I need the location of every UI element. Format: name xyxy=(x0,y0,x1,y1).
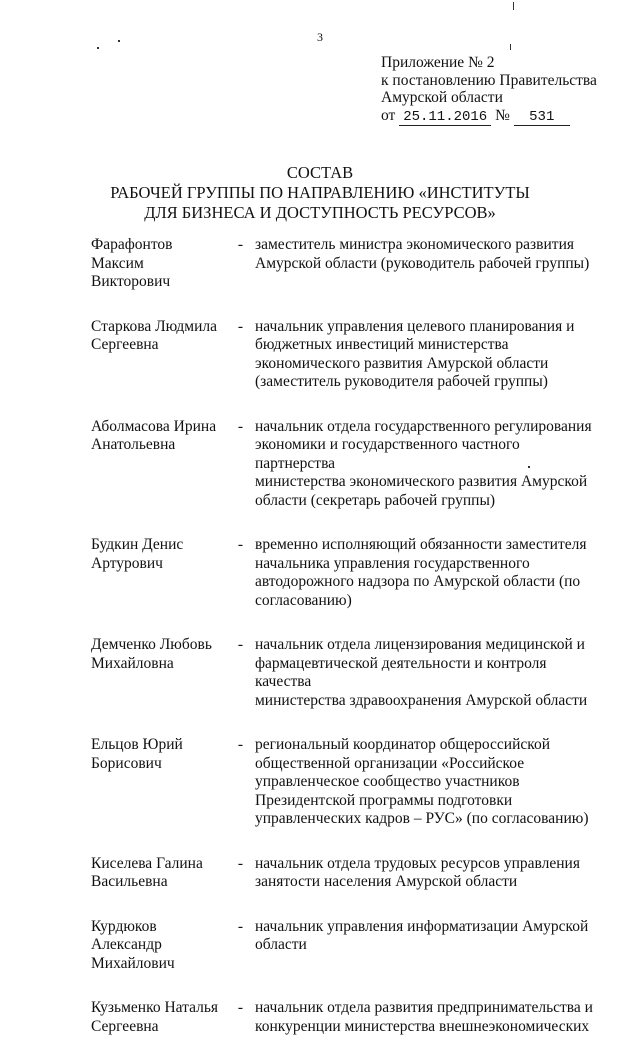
member-role-line: министерства экономического развития Амурской xyxy=(255,473,588,490)
member-row xyxy=(91,536,611,610)
title-line-2: РАБОЧЕЙ ГРУППЫ ПО НАПРАВЛЕНИЮ «ИНСТИТУТЫ xyxy=(110,183,530,202)
member-role xyxy=(255,418,600,511)
member-row xyxy=(91,918,611,974)
member-role-line: фармацевтической деятельности и контроля качества xyxy=(255,654,547,690)
member-name-line: Михайлович xyxy=(91,954,175,972)
member-role xyxy=(255,736,600,829)
scan-speck xyxy=(97,47,99,49)
member-role-line: (заместитель руководителя рабочей группы) xyxy=(255,373,548,390)
member-role xyxy=(255,236,600,292)
dash-separator: - xyxy=(237,536,244,553)
member-role-line: начальник отдела государственного регулирования xyxy=(255,417,592,435)
member-role-line: занятости населения Амурской области xyxy=(255,873,518,890)
member-role-line: конкуренции министерства внешнеэкономических xyxy=(255,1017,590,1035)
member-name-line: Анатольевна xyxy=(91,436,176,453)
dash-separator: - xyxy=(237,417,244,435)
member-role-line: начальник отдела трудовых ресурсов управления xyxy=(255,854,580,872)
decree-date: 25.11.2016 xyxy=(399,110,491,126)
appendix-date-line xyxy=(381,107,597,126)
member-name-line: Александр xyxy=(91,936,162,953)
member-name xyxy=(91,418,226,511)
member-role-line: заместитель министра экономического развития xyxy=(255,236,574,253)
dash-separator: - xyxy=(237,917,244,935)
member-role-line: министерства здравоохранения Амурской области xyxy=(255,691,588,709)
member-name xyxy=(91,855,226,892)
member-role xyxy=(255,636,600,710)
member-name-line: Курдюков xyxy=(91,917,157,935)
appendix-line-2: к постановлению Правительства xyxy=(381,71,597,89)
appendix-line-3: Амурской области xyxy=(381,89,503,106)
member-row xyxy=(91,418,611,511)
member-role xyxy=(255,855,600,892)
member-row xyxy=(91,855,611,892)
member-name-line: Борисович xyxy=(91,754,162,772)
member-role-line: управленческое сообщество участников xyxy=(255,773,520,790)
member-name-line: Кузьменко Наталья xyxy=(91,999,219,1016)
member-role-line: временно исполняющий обязанности заместителя xyxy=(255,536,587,553)
member-row xyxy=(91,736,611,829)
scan-speck xyxy=(513,2,514,10)
member-name-line: Демченко Любовь xyxy=(91,636,212,653)
member-role-line: области (секретарь рабочей группы) xyxy=(255,491,496,509)
member-role xyxy=(255,536,600,610)
member-role-line: начальник управления целевого планирования и xyxy=(255,317,575,335)
member-name xyxy=(91,318,226,392)
member-row xyxy=(91,636,611,710)
appendix-line-1: Приложение № 2 xyxy=(381,54,495,71)
decree-number: 531 xyxy=(514,110,570,126)
dash-separator: - xyxy=(237,636,244,653)
title-line-3: ДЛЯ БИЗНЕСА И ДОСТУПНОСТЬ РЕСУРСОВ» xyxy=(144,203,496,222)
member-role-line: согласованию) xyxy=(255,591,352,609)
page-number: 3 xyxy=(317,30,323,44)
member-name-line: Васильевна xyxy=(91,873,168,890)
scan-speck xyxy=(528,466,530,468)
title-line-1: СОСТАВ xyxy=(286,163,354,182)
member-name-line: Максим Викторович xyxy=(91,254,171,290)
dash-separator: - xyxy=(237,317,244,335)
member-name-line: Сергеевна xyxy=(91,1017,159,1035)
member-name-line: Сергеевна xyxy=(91,336,159,353)
scan-speck xyxy=(118,40,120,42)
member-name xyxy=(91,736,226,829)
member-name xyxy=(91,636,226,710)
member-role xyxy=(255,999,600,1036)
member-name xyxy=(91,918,226,974)
member-role-line: автодорожного надзора по Амурской области (по xyxy=(255,573,581,590)
member-name-line: Аболмасова Ирина xyxy=(91,417,217,435)
member-row xyxy=(91,999,611,1036)
member-name xyxy=(91,999,226,1036)
member-name-line: Будкин Денис xyxy=(91,536,184,553)
member-role-line: региональный координатор общероссийской xyxy=(255,736,551,753)
member-name-line: Фарафонтов xyxy=(91,236,173,253)
document-title xyxy=(0,163,640,223)
member-name-line: Старкова Людмила xyxy=(91,317,217,335)
member-role-line: начальник отдела лицензирования медицинской и xyxy=(255,636,585,653)
member-role-line: экономики и государственного частного партнерства xyxy=(255,436,520,472)
member-role xyxy=(255,318,600,392)
member-name-line: Киселева Галина xyxy=(91,854,203,872)
member-name-line: Михайловна xyxy=(91,654,174,672)
dash-separator: - xyxy=(237,854,244,872)
scan-speck xyxy=(510,44,511,50)
member-role-line: начальника управления государственного xyxy=(255,554,530,572)
dash-separator: - xyxy=(237,736,244,753)
member-row xyxy=(91,318,611,392)
member-role-line: управленческих кадров – РУС» (по согласованию) xyxy=(255,810,589,827)
member-role-line: Президентской программы подготовки xyxy=(255,791,513,809)
dash-separator: - xyxy=(237,236,244,253)
member-role-line: Амурской области (руководитель рабочей группы) xyxy=(255,254,590,272)
member-role-line: общественной организации «Российское xyxy=(255,754,525,772)
member-role-line: бюджетных инвестиций министерства xyxy=(255,336,509,353)
member-role-line: экономического развития Амурской области xyxy=(255,354,549,372)
members-list xyxy=(91,236,611,1062)
member-role xyxy=(255,918,600,974)
member-name-line: Артурович xyxy=(91,554,163,572)
member-role-line: начальник отдела развития предпринимательства и xyxy=(255,999,593,1016)
dash-separator: - xyxy=(237,999,244,1016)
member-name-line: Ельцов Юрий xyxy=(91,736,183,753)
member-name xyxy=(91,236,226,292)
member-role-line: начальник управления информатизации Амурской xyxy=(255,917,589,935)
member-role-line: области xyxy=(255,936,307,953)
member-row xyxy=(91,236,611,292)
member-name xyxy=(91,536,226,610)
date-prefix: от xyxy=(381,106,396,124)
number-sign: № xyxy=(495,106,510,124)
appendix-header xyxy=(381,54,597,126)
